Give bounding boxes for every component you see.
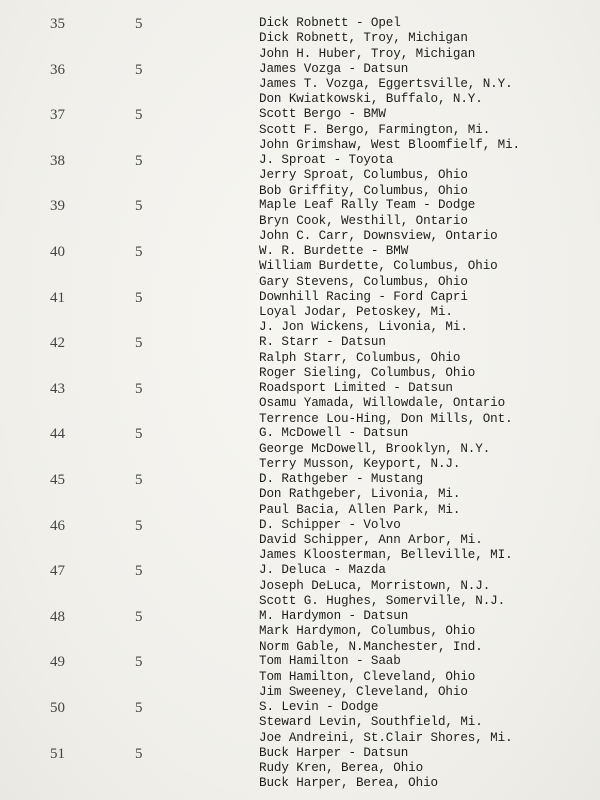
entry-number: 40 bbox=[50, 244, 65, 260]
crew-member-line: Jerry Sproat, Columbus, Ohio bbox=[259, 168, 468, 183]
entrant-car-line: J. Deluca - Mazda bbox=[259, 563, 386, 578]
entry-class: 5 bbox=[135, 152, 143, 169]
crew-member-line: John H. Huber, Troy, Michigan bbox=[259, 46, 476, 61]
entrant-car-line: M. Hardymon - Datsun bbox=[259, 608, 409, 623]
entry-number: 49 bbox=[50, 654, 65, 671]
entrant-car-line: Buck Harper - Datsun bbox=[259, 745, 409, 760]
entry-details bbox=[259, 198, 498, 244]
crew-member-line: Terry Musson, Keyport, N.J. bbox=[259, 457, 461, 472]
entry-number: 41 bbox=[50, 289, 65, 306]
crew-member-line: Terrence Lou-Hing, Don Mills, Ont. bbox=[259, 411, 513, 426]
entrant-car-line: D. Rathgeber - Mustang bbox=[259, 472, 424, 486]
entry-class: 5 bbox=[135, 244, 143, 260]
entry-class: 5 bbox=[135, 380, 143, 397]
crew-member-line: William Burdette, Columbus, Ohio bbox=[259, 259, 498, 274]
entry-class: 5 bbox=[135, 61, 143, 78]
entrant-car-line: James Vozga - Datsun bbox=[259, 61, 409, 76]
entrant-car-line: Maple Leaf Rally Team - Dodge bbox=[259, 198, 476, 213]
entry-number: 47 bbox=[50, 563, 65, 580]
entry-details bbox=[259, 153, 468, 199]
crew-member-line: Tom Hamilton, Cleveland, Ohio bbox=[259, 669, 476, 684]
entrant-car-line: Downhill Racing - Ford Capri bbox=[259, 289, 468, 304]
crew-member-line: George McDowell, Brooklyn, N.Y. bbox=[259, 441, 491, 456]
crew-member-line: Paul Bacia, Allen Park, Mi. bbox=[259, 502, 461, 517]
crew-member-line: Bryn Cook, Westhill, Ontario bbox=[259, 213, 468, 228]
entry-class: 5 bbox=[135, 289, 143, 306]
entrant-car-line: R. Starr - Datsun bbox=[259, 335, 386, 350]
crew-member-line: Scott G. Hughes, Somerville, N.J. bbox=[259, 593, 506, 608]
entry-class: 5 bbox=[135, 16, 143, 32]
crew-member-line: Mark Hardymon, Columbus, Ohio bbox=[259, 624, 476, 639]
entry-details bbox=[259, 16, 475, 62]
crew-member-line: John Grimshaw, West Bloomfielf, Mi. bbox=[259, 137, 521, 152]
crew-member-line: Buck Harper, Berea, Ohio bbox=[259, 776, 438, 791]
entry-details bbox=[259, 426, 490, 472]
entry-number: 51 bbox=[50, 745, 65, 762]
entry-number: 36 bbox=[50, 61, 65, 78]
entry-number: 45 bbox=[50, 472, 65, 488]
entrant-car-line: G. McDowell - Datsun bbox=[259, 426, 409, 441]
entry-details bbox=[259, 609, 483, 655]
entry-details bbox=[259, 518, 513, 564]
crew-member-line: Joe Andreini, St.Clair Shores, Mi. bbox=[259, 730, 513, 745]
entry-number: 35 bbox=[50, 16, 65, 32]
entry-number: 43 bbox=[50, 380, 65, 397]
crew-member-line: James T. Vozga, Eggertsville, N.Y. bbox=[259, 76, 513, 91]
entry-details bbox=[259, 700, 513, 746]
crew-member-line: John C. Carr, Downsview, Ontario bbox=[259, 229, 498, 244]
entry-class: 5 bbox=[135, 198, 143, 215]
entrant-car-line: Dick Robnett - Opel bbox=[259, 16, 401, 30]
crew-member-line: J. Jon Wickens, Livonia, Mi. bbox=[259, 320, 468, 335]
entry-details bbox=[259, 244, 498, 290]
entry-details bbox=[259, 746, 438, 792]
crew-member-line: Joseph DeLuca, Morristown, N.J. bbox=[259, 578, 491, 593]
entry-class: 5 bbox=[135, 608, 143, 625]
entry-class: 5 bbox=[135, 517, 143, 534]
entrant-car-line: Roadsport Limited - Datsun bbox=[259, 380, 453, 395]
crew-member-line: Don Kwiatkowski, Buffalo, N.Y. bbox=[259, 92, 483, 107]
entry-number: 42 bbox=[50, 335, 65, 352]
entry-number: 37 bbox=[50, 107, 65, 124]
entrant-car-line: Scott Bergo - BMW bbox=[259, 107, 386, 122]
entry-number: 39 bbox=[50, 198, 65, 215]
crew-member-line: Roger Sieling, Columbus, Ohio bbox=[259, 365, 476, 380]
crew-member-line: Rudy Kren, Berea, Ohio bbox=[259, 760, 424, 775]
entry-class: 5 bbox=[135, 426, 143, 443]
entry-number: 38 bbox=[50, 152, 65, 169]
entry-number: 48 bbox=[50, 608, 65, 625]
crew-member-line: David Schipper, Ann Arbor, Mi. bbox=[259, 532, 483, 547]
entry-class: 5 bbox=[135, 745, 143, 762]
crew-member-line: Gary Stevens, Columbus, Ohio bbox=[259, 274, 468, 289]
entry-class: 5 bbox=[135, 335, 143, 352]
crew-member-line: Loyal Jodar, Petoskey, Mi. bbox=[259, 304, 453, 319]
crew-member-line: Scott F. Bergo, Farmington, Mi. bbox=[259, 122, 491, 137]
entry-class: 5 bbox=[135, 654, 143, 671]
entry-details bbox=[259, 563, 505, 609]
entry-details bbox=[259, 381, 513, 427]
entrant-car-line: W. R. Burdette - BMW bbox=[259, 244, 409, 258]
entrant-car-line: S. Levin - Dodge bbox=[259, 700, 379, 714]
entrant-car-line: J. Sproat - Toyota bbox=[259, 152, 394, 167]
entrant-car-line: Tom Hamilton - Saab bbox=[259, 654, 401, 669]
crew-member-line: Norm Gable, N.Manchester, Ind. bbox=[259, 639, 483, 654]
entry-details bbox=[259, 107, 520, 153]
crew-member-line: Don Rathgeber, Livonia, Mi. bbox=[259, 487, 461, 502]
entry-number: 50 bbox=[50, 700, 65, 716]
entry-class: 5 bbox=[135, 700, 143, 716]
entry-class: 5 bbox=[135, 563, 143, 580]
crew-member-line: Ralph Starr, Columbus, Ohio bbox=[259, 350, 461, 365]
entry-details bbox=[259, 472, 460, 518]
crew-member-line: James Kloosterman, Belleville, MI. bbox=[259, 548, 513, 563]
entry-details bbox=[259, 654, 475, 700]
entry-details bbox=[259, 62, 513, 108]
crew-member-line: Steward Levin, Southfield, Mi. bbox=[259, 715, 483, 730]
crew-member-line: Jim Sweeney, Cleveland, Ohio bbox=[259, 685, 468, 700]
entrant-car-line: D. Schipper - Volvo bbox=[259, 517, 401, 532]
crew-member-line: Osamu Yamada, Willowdale, Ontario bbox=[259, 396, 506, 411]
crew-member-line: Bob Griffity, Columbus, Ohio bbox=[259, 183, 468, 198]
crew-member-line: Dick Robnett, Troy, Michigan bbox=[259, 31, 468, 46]
entry-number: 46 bbox=[50, 517, 65, 534]
entry-details bbox=[259, 290, 468, 336]
entry-number: 44 bbox=[50, 426, 65, 443]
entry-class: 5 bbox=[135, 472, 143, 488]
entry-details bbox=[259, 335, 475, 381]
entry-class: 5 bbox=[135, 107, 143, 124]
